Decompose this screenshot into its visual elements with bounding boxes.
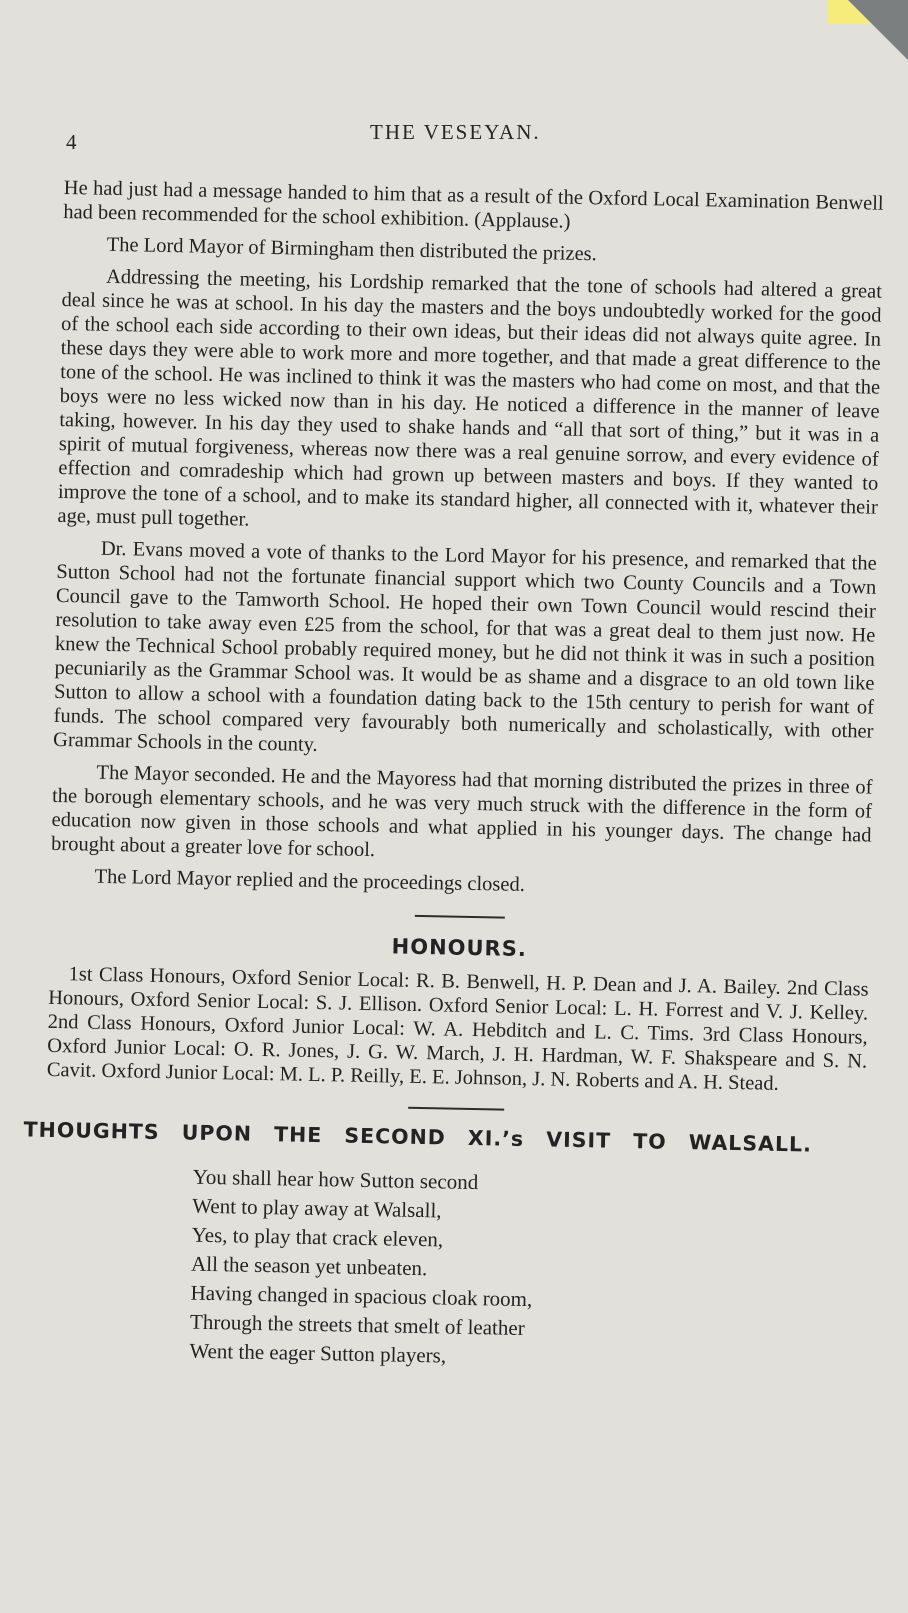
- honours-heading: HONOURS.: [391, 934, 528, 962]
- running-head: THE VESEYAN.: [370, 120, 541, 144]
- section-divider: [408, 1107, 504, 1111]
- poem-line: All the season yet unbeaten.: [190, 1251, 428, 1281]
- poem-line: You shall hear how Sutton second: [192, 1164, 479, 1195]
- page-body: [23, 176, 884, 1379]
- page-number: 4: [66, 130, 77, 154]
- honours-section: [47, 928, 870, 1098]
- prize-day-report: [50, 176, 884, 904]
- poem-line: Having changed in spacious cloak room,: [190, 1280, 533, 1312]
- page-fold-shadow: [848, 0, 908, 60]
- honours-list: 1st Class Honours, Oxford Senior Local: R. B. Benwell, H. P. Dean and J. A. Bailey. 2nd Class Honours, Oxford Senior Local: S. J. Ellison. Oxford Senior Local: L. H. Forrest and V. J. Kelley. 2nd Class Honours, Oxford Junior Local: W. A. Hebditch and L. C. Tims. 3rd Class Honours, Oxford Junior Local: O. R. Jones, J. G. W. March, J. H. Hardman, W. F. Shakspeare and S. N. Cavit. Oxford Junior Local: M. L. P. Reilly, E. E. Johnson, J. N. Roberts and A. H. Stead.: [46, 963, 869, 1095]
- poem-heading: THOUGHTS UPON THE SECOND XI.’s VISIT TO WALSALL.: [23, 1117, 813, 1157]
- report-paragraph: The Lord Mayor replied and the proceedings closed.: [94, 865, 526, 896]
- report-paragraph: Addressing the meeting, his Lordship remarked that the tone of schools had altered a great deal since he was at school. In his day the masters and the boys undoubtedly worked for the good of the school each side according to their own ideas, but their ideas did not always quite agree. In these days they were able to work more and more together, and that made a great difference to the tone of the school. He was inclined to think it was the masters who had come on most, and that the boys were no less wicked now than in his day. He noticed a difference in the manner of leave taking, however. In his day they used to shake hands and “all that sort of thing,” but it was in a spirit of mutual forgiveness, whereas now there was a real genuine sorrow, and every evidence of effection and comradeship which had grown up between masters and boys. If they wanted to improve the tone of a school, and to make its standard higher, all connected with it, whatever their age, must pull together.: [57, 265, 883, 531]
- report-paragraph: Dr. Evans moved a vote of thanks to the Lord Mayor for his presence, and remarked that the Sutton School had not the fortunate financial support which two County Councils and a Town Council gave to the Tamworth School. He hoped their own Town Council would rescind their resolution to take away even £25 from the school, for that was a great deal to them just now. He knew the Technical School probably required money, but he did not think it was in such a position pecuniarily as the Grammar School was. It would be as shame and a disgrace to an old town like Sutton to allow a school with a foundation dating back to the 15th century to perish for want of funds. The school compared very favourably both numerically and scholastically, with other Grammar Schools in the county.: [52, 537, 877, 756]
- poem-line: Yes, to play that crack eleven,: [191, 1222, 444, 1252]
- report-paragraph: The Mayor seconded. He and the Mayoress had that morning distributed the prizes in three of the borough elementary schools, and he was very much struck with the difference in the form of education now given in those schools and what applied in his younger days. The change had brought about a greater love for school.: [50, 761, 873, 862]
- poem-lines: [189, 1163, 865, 1379]
- poem-line: Through the streets that smelt of leather: [189, 1309, 525, 1341]
- poem-section: [23, 1117, 866, 1379]
- report-paragraph: He had just had a message handed to him that as a result of the Oxford Local Examination Benwell had been recommended for the school exhibition. (Applause.): [63, 176, 884, 233]
- report-paragraph: The Lord Mayor of Birmingham then distributed the prizes.: [106, 233, 597, 266]
- section-divider: [415, 915, 505, 919]
- poem-line: Went to play away at Walsall,: [192, 1193, 442, 1223]
- poem-line: Went the eager Sutton players,: [189, 1338, 447, 1368]
